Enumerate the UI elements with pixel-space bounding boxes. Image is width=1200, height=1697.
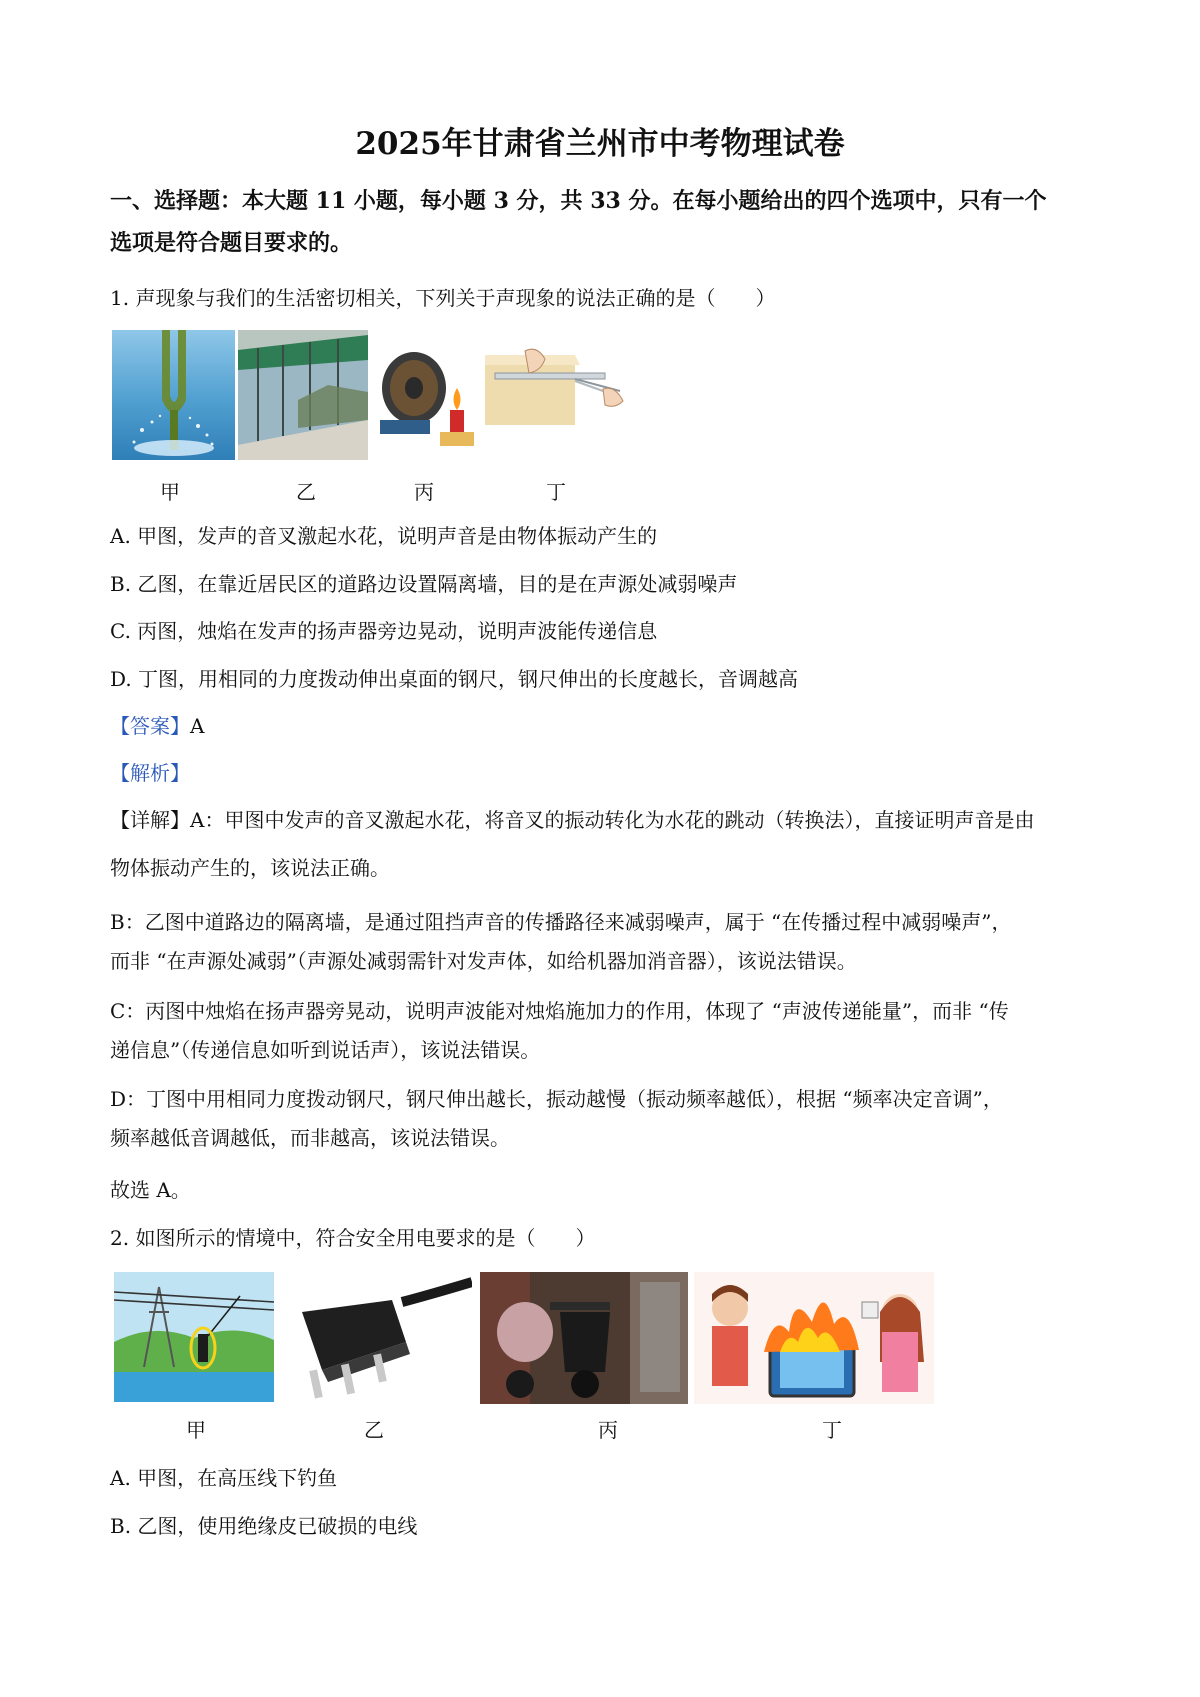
q2-figure-label-bing: 丙 <box>598 1418 618 1442</box>
q1-detail-a-line2: 物体振动产生的，该说法正确。 <box>110 856 390 880</box>
answer-value: A <box>190 714 205 738</box>
q1-figure-label-yi: 乙 <box>296 480 316 504</box>
answer-tag: 【答案】 <box>110 714 190 738</box>
detail-a-text: A：甲图中发声的音叉激起水花，将音叉的振动转化为水花的跳动（转换法），直接证明声音是由 <box>190 808 1035 832</box>
q1-option-c: C. 丙图，烛焰在发声的扬声器旁边晃动，说明声波能传递信息 <box>110 619 658 643</box>
q1-detail-c-line2: 递信息”（传递信息如听到说话声），该说法错误。 <box>110 1038 541 1062</box>
q1-figure-label-ding: 丁 <box>546 480 566 504</box>
page-title: 2025年甘肃省兰州市中考物理试卷 <box>355 126 845 162</box>
q1-option-b: B. 乙图，在靠近居民区的道路边设置隔离墙，目的是在声源处减弱噪声 <box>110 572 738 596</box>
q2-figure-label-yi: 乙 <box>364 1418 384 1442</box>
q2-option-a: A. 甲图，在高压线下钓鱼 <box>110 1466 338 1490</box>
q1-detail-b-line2: 而非 “在声源处减弱”（声源处减弱需针对发声体，如给机器加消音器），该说法错误。 <box>110 949 857 973</box>
q1-figure-label-jia: 甲 <box>160 480 180 504</box>
q1-detail-b-line1: B：乙图中道路边的隔离墙，是通过阻挡声音的传播路径来减弱噪声，属于 “在传播过程中减弱噪声”， <box>110 910 1012 934</box>
q2-figure-yi-plug <box>282 1272 472 1402</box>
q1-figure-yi-noise-barrier <box>238 330 368 460</box>
q1-detail-d-line1: D：丁图中用相同力度拨动钢尺，钢尺伸出越长，振动越慢（振动频率越低），根据 “频率决定音调”， <box>110 1087 1003 1111</box>
q1-option-d: D. 丁图，用相同的力度拨动伸出桌面的钢尺，钢尺伸出的长度越长，音调越高 <box>110 667 799 691</box>
q1-stem: 1. 声现象与我们的生活密切相关，下列关于声现象的说法正确的是（ ） <box>110 286 776 310</box>
q2-figure-jia-power-line-fishing <box>114 1272 274 1402</box>
q1-answer-line <box>110 710 204 739</box>
q1-detail-d-line2: 频率越低音调越低，而非越高，该说法错误。 <box>110 1126 510 1150</box>
q1-conclusion: 故选 A。 <box>110 1178 191 1202</box>
q1-figure-ding-steel-ruler <box>485 345 630 445</box>
q2-stem: 2. 如图所示的情境中，符合安全用电要求的是（ ） <box>110 1226 596 1250</box>
section-heading-line1: 一、选择题：本大题 11 小题，每小题 3 分，共 33 分。在每小题给出的四个选项中，只有一个 <box>110 188 1047 214</box>
q2-figure-bing-ebike-corridor <box>480 1272 688 1404</box>
detail-tag: 【详解】 <box>110 808 190 832</box>
q1-option-a: A. 甲图，发声的音叉激起水花，说明声音是由物体振动产生的 <box>110 524 658 548</box>
q1-figure-jia-tuning-fork <box>112 330 235 460</box>
analysis-tag: 【解析】 <box>110 761 190 785</box>
section-heading-line2: 选项是符合题目要求的。 <box>110 230 353 256</box>
q1-detail-c-line1: C：丙图中烛焰在扬声器旁晃动，说明声波能对烛焰施加力的作用，体现了 “声波传递能量”，而非 “传 <box>110 999 1009 1023</box>
q1-detail-a-line1 <box>110 804 1034 833</box>
q2-figure-ding-tv-fire <box>694 1272 934 1404</box>
q1-figure-bing-speaker-candle <box>372 340 490 450</box>
q2-option-b: B. 乙图，使用绝缘皮已破损的电线 <box>110 1514 418 1538</box>
q2-figure-label-jia: 甲 <box>186 1418 206 1442</box>
q1-figure-label-bing: 丙 <box>414 480 434 504</box>
q2-figure-label-ding: 丁 <box>822 1418 842 1442</box>
